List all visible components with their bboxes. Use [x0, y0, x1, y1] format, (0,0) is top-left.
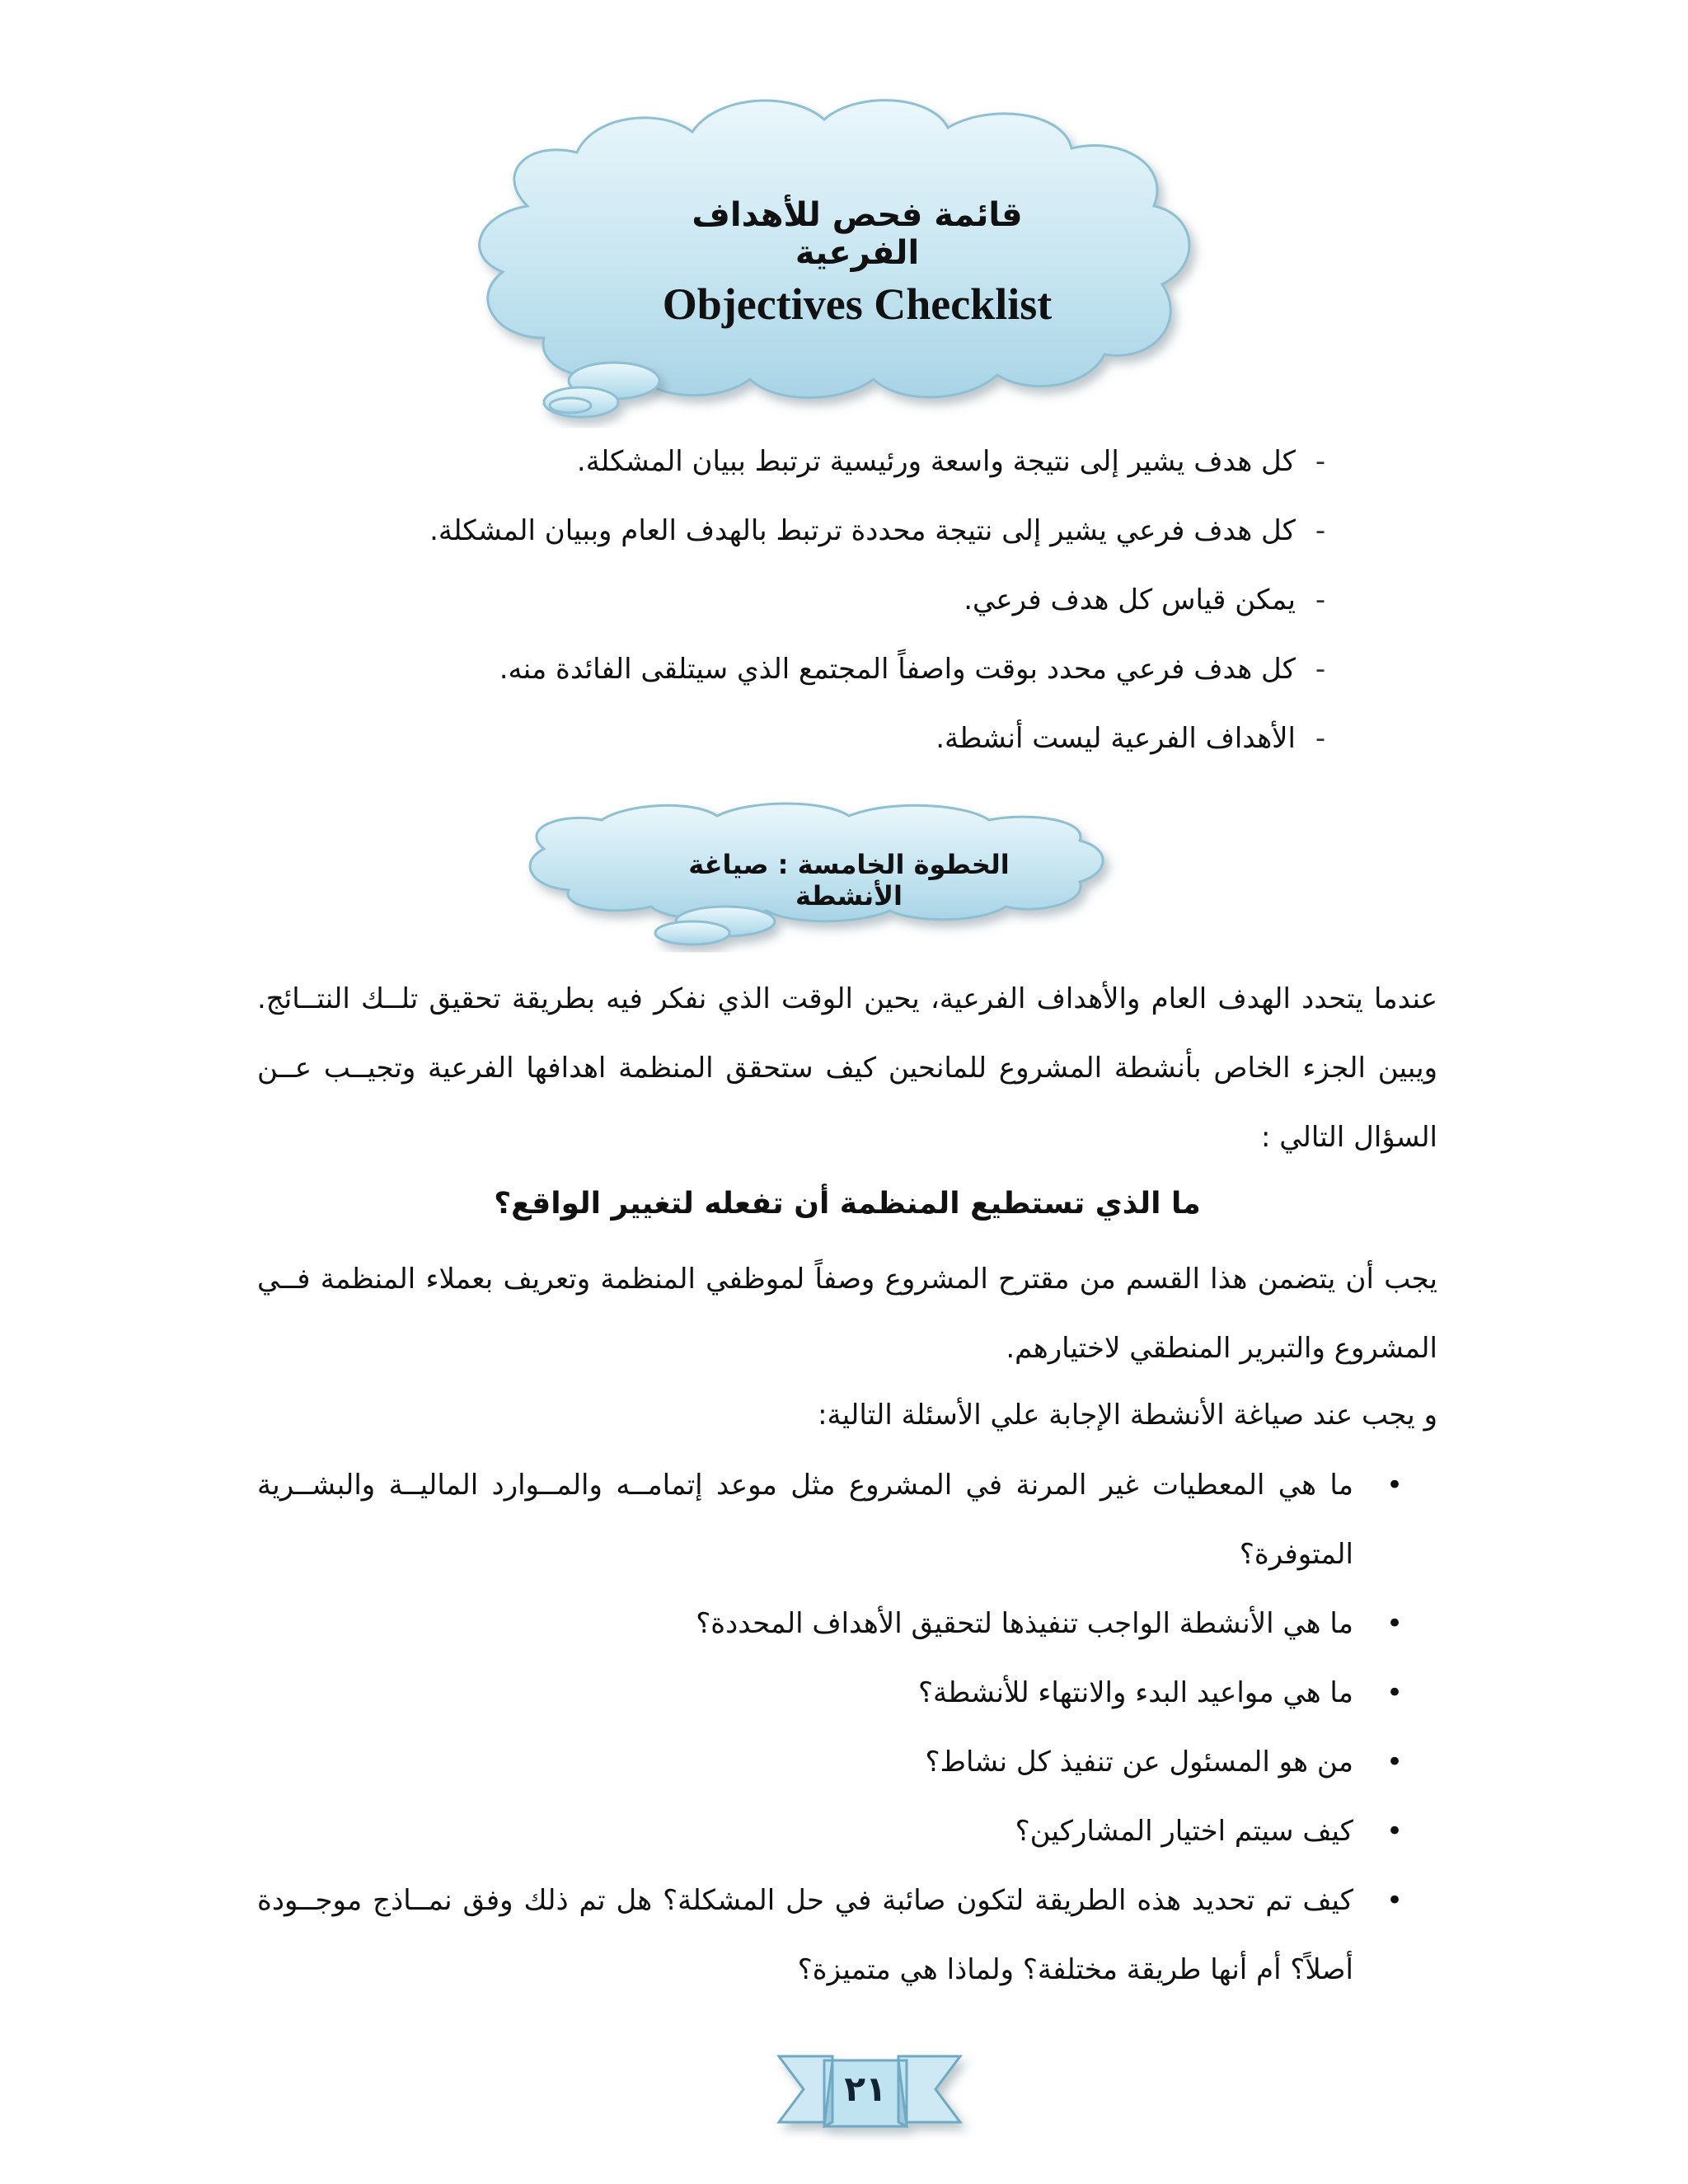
questions-list — [257, 1451, 1403, 2027]
list-item — [429, 514, 1345, 547]
bullet-mark: • — [1386, 1607, 1403, 1640]
list-item-text: كل هدف يشير إلى نتيجة واسعة ورئيسية ترتبط ببيان المشكلة. — [576, 445, 1296, 478]
list-item — [935, 722, 1345, 755]
step-banner-title: الخطوة الخامسة : صياغة الأنشطة — [688, 849, 1010, 912]
list-item — [964, 583, 1345, 616]
title-cloud-bubbles — [544, 363, 659, 417]
dash-mark: - — [1315, 514, 1326, 547]
list-item-text: كل هدف فرعي محدد بوقت واصفاً المجتمع الذي سيتلقى الفائدة منه. — [499, 653, 1296, 686]
intro-paragraph: عندما يتحدد الهدف العام والأهداف الفرعية، يحين الوقت الذي نفكر فيه بطريقة تحقيق تلــك النتــائج. ويبين الجزء الخاص بأنشطة المشروع للمانحين كيف ستحقق المنظمة اهدافها الفرعية وتجيــب عــن السؤال التالي : — [257, 982, 1437, 1154]
list-item-text: ما هي مواعيد البدء والانتهاء للأنشطة؟ — [918, 1676, 1353, 1709]
dash-mark: - — [1315, 722, 1326, 755]
list-item-text: كيف سيتم اختيار المشاركين؟ — [1015, 1815, 1353, 1848]
list-item-text: ما هي الأنشطة الواجب تنفيذها لتحقيق الأهداف المحددة؟ — [696, 1607, 1353, 1640]
list-item-text: من هو المسئول عن تنفيذ كل نشاط؟ — [925, 1746, 1353, 1779]
list-item — [577, 445, 1345, 478]
list-item — [257, 1866, 1403, 2004]
list-item-text: كيف تم تحديد هذه الطريقة لتكون صائبة في حل المشكلة؟ هل تم ذلك وفق نمــاذج موجــودة أصلاً؟ أم أنها طريقة مختلفة؟ ولماذا هي متميزة؟ — [257, 1884, 1353, 1986]
page-title-en: Objectives Checklist — [662, 279, 1053, 329]
dash-mark: - — [1315, 583, 1326, 616]
list-item-text: يمكن قياس كل هدف فرعي. — [964, 583, 1296, 616]
list-item — [257, 1451, 1403, 1589]
dash-mark: - — [1315, 445, 1326, 478]
list-item — [257, 1589, 1403, 1658]
dash-mark: - — [1315, 653, 1326, 686]
list-item — [257, 1727, 1403, 1797]
page-number: ٢١ — [844, 2069, 887, 2109]
questions-intro: و يجب عند صياغة الأنشطة الإجابة علي الأسئلة التالية: — [818, 1399, 1437, 1432]
page-title-ar: قائمة فحص للأهداف الفرعية — [692, 196, 1023, 272]
list-item-text: ما هي المعطيات غير المرنة في المشروع مثل موعد إتمامــه والمــوارد الماليــة والبشــرية المتوفرة؟ — [257, 1469, 1353, 1571]
list-item — [257, 1658, 1403, 1727]
bullet-mark: • — [1386, 1884, 1403, 1917]
list-item-text: كل هدف فرعي يشير إلى نتيجة محددة ترتبط بالهدف العام وببيان المشكلة. — [429, 514, 1296, 547]
bullet-mark: • — [1386, 1746, 1403, 1779]
list-item — [499, 653, 1345, 686]
section-paragraph: يجب أن يتضمن هذا القسم من مقترح المشروع وصفاً لموظفي المنظمة وتعريف بعملاء المنظمة فــي المشروع والتبرير المنطقي لاختيارهم. — [257, 1263, 1437, 1365]
list-item — [257, 1797, 1403, 1866]
central-question: ما الذي تستطيع المنظمة أن تفعله لتغيير الواقع؟ — [494, 1187, 1201, 1221]
bullet-mark: • — [1386, 1676, 1403, 1709]
list-item-text: الأهداف الفرعية ليست أنشطة. — [935, 722, 1296, 755]
bullet-mark: • — [1386, 1815, 1403, 1848]
bullet-mark: • — [1386, 1469, 1403, 1502]
